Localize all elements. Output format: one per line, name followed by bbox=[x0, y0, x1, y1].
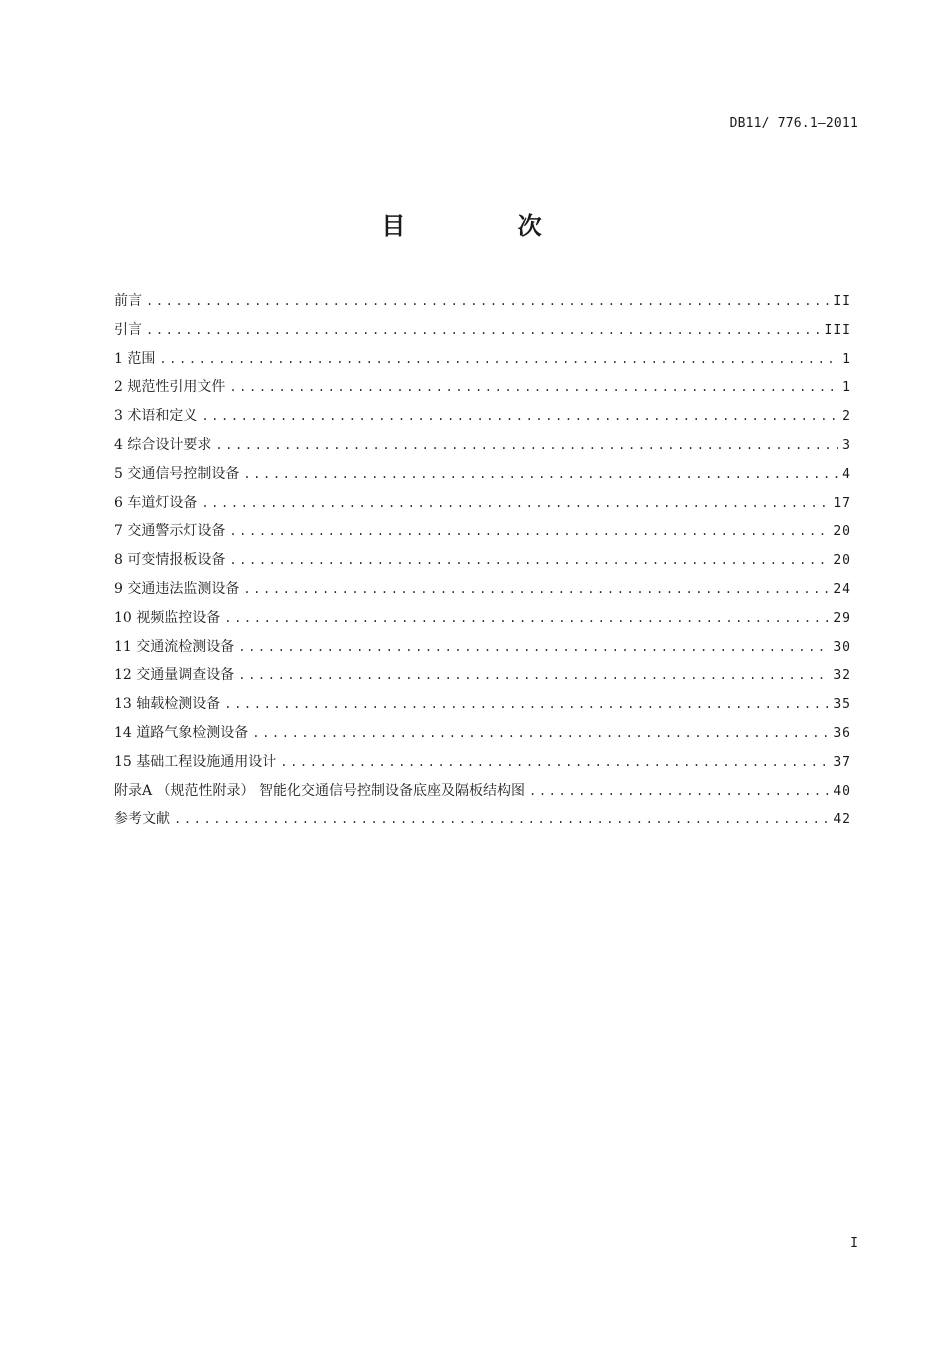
document-code: DB11/ 776.1—2011 bbox=[729, 116, 858, 131]
toc-entry[interactable] bbox=[114, 373, 851, 402]
toc-entry[interactable] bbox=[114, 805, 851, 834]
toc-entry[interactable] bbox=[114, 316, 851, 345]
toc-entry-label: 1 范围 bbox=[114, 350, 156, 367]
toc-entry-label: 7 交通警示灯设备 bbox=[114, 523, 226, 540]
toc-entry-page: 17 bbox=[833, 495, 851, 511]
toc-entry-label: 14 道路气象检测设备 bbox=[114, 724, 249, 741]
toc-leader-dots bbox=[201, 402, 838, 431]
toc-entry-label: 9 交通违法监测设备 bbox=[114, 580, 240, 597]
toc-leader-dots bbox=[224, 604, 829, 633]
toc-entry-page: 42 bbox=[833, 812, 851, 828]
toc-leader-dots bbox=[215, 431, 838, 460]
toc-entry-page: 36 bbox=[833, 725, 851, 741]
toc-entry[interactable] bbox=[114, 287, 851, 316]
toc-entry[interactable] bbox=[114, 633, 851, 662]
toc-entry-label: 6 车道灯设备 bbox=[114, 494, 198, 511]
toc-leader-dots bbox=[243, 460, 838, 489]
toc-entry[interactable] bbox=[114, 604, 851, 633]
toc-entry[interactable] bbox=[114, 517, 851, 546]
toc-leader-dots bbox=[238, 661, 829, 690]
toc-leader-dots bbox=[224, 690, 829, 719]
toc-leader-dots bbox=[229, 517, 829, 546]
toc-entry[interactable] bbox=[114, 431, 851, 460]
toc-leader-dots bbox=[243, 575, 829, 604]
toc-entry-page: 20 bbox=[833, 524, 851, 540]
toc-leader-dots bbox=[238, 633, 829, 662]
toc-entry-page: 3 bbox=[842, 437, 851, 453]
toc-entry-label: 12 交通量调查设备 bbox=[114, 667, 235, 684]
toc-entry-label: 附录A （规范性附录） 智能化交通信号控制设备底座及隔板结构图 bbox=[114, 782, 526, 799]
toc-entry-page: 20 bbox=[833, 553, 851, 569]
toc-entry-page: 37 bbox=[833, 754, 851, 770]
toc-leader-dots bbox=[529, 777, 829, 806]
toc-entry-label: 15 基础工程设施通用设计 bbox=[114, 753, 277, 770]
toc-entry-label: 2 规范性引用文件 bbox=[114, 379, 226, 396]
toc-entry[interactable] bbox=[114, 489, 851, 518]
toc-entry-label: 引言 bbox=[114, 321, 142, 338]
toc-title: 目 次 bbox=[381, 212, 594, 240]
toc-entry-page: 4 bbox=[842, 466, 851, 482]
toc-entry-page: 1 bbox=[842, 351, 851, 367]
toc-entry-page: 29 bbox=[833, 610, 851, 626]
toc-entry-page: 2 bbox=[842, 409, 851, 425]
toc-leader-dots bbox=[146, 287, 829, 316]
toc-entry-label: 5 交通信号控制设备 bbox=[114, 465, 240, 482]
toc-entry-page: 40 bbox=[833, 783, 851, 799]
toc-entry-page: III bbox=[824, 322, 851, 338]
toc-entry-label: 参考文献 bbox=[114, 811, 170, 828]
toc-entry-label: 3 术语和定义 bbox=[114, 408, 198, 425]
toc-entry-page: 24 bbox=[833, 581, 851, 597]
toc-leader-dots bbox=[229, 546, 829, 575]
toc-entry[interactable] bbox=[114, 690, 851, 719]
toc-leader-dots bbox=[174, 805, 829, 834]
toc-entry-page: 1 bbox=[842, 380, 851, 396]
toc-leader-dots bbox=[229, 373, 838, 402]
toc-entry-page: 30 bbox=[833, 639, 851, 655]
toc-list bbox=[114, 287, 851, 834]
toc-entry[interactable] bbox=[114, 777, 851, 806]
toc-entry[interactable] bbox=[114, 661, 851, 690]
toc-entry-page: 35 bbox=[833, 697, 851, 713]
toc-entry-label: 10 视频监控设备 bbox=[114, 609, 221, 626]
toc-leader-dots bbox=[159, 345, 838, 374]
toc-entry-label: 8 可变情报板设备 bbox=[114, 552, 226, 569]
toc-entry[interactable] bbox=[114, 719, 851, 748]
toc-entry-label: 13 轴载检测设备 bbox=[114, 696, 221, 713]
toc-entry[interactable] bbox=[114, 575, 851, 604]
toc-leader-dots bbox=[146, 316, 821, 345]
toc-entry[interactable] bbox=[114, 345, 851, 374]
toc-entry[interactable] bbox=[114, 460, 851, 489]
toc-entry-label: 前言 bbox=[114, 293, 142, 309]
toc-leader-dots bbox=[201, 489, 829, 518]
toc-entry[interactable] bbox=[114, 402, 851, 431]
toc-entry-page: 32 bbox=[833, 668, 851, 684]
toc-leader-dots bbox=[252, 719, 829, 748]
page-number: I bbox=[850, 1236, 858, 1251]
toc-entry[interactable] bbox=[114, 748, 851, 777]
toc-entry-label: 4 综合设计要求 bbox=[114, 436, 212, 453]
toc-leader-dots bbox=[280, 748, 829, 777]
toc-entry-page: II bbox=[833, 294, 851, 309]
toc-entry-label: 11 交通流检测设备 bbox=[114, 638, 235, 655]
toc-entry[interactable] bbox=[114, 546, 851, 575]
